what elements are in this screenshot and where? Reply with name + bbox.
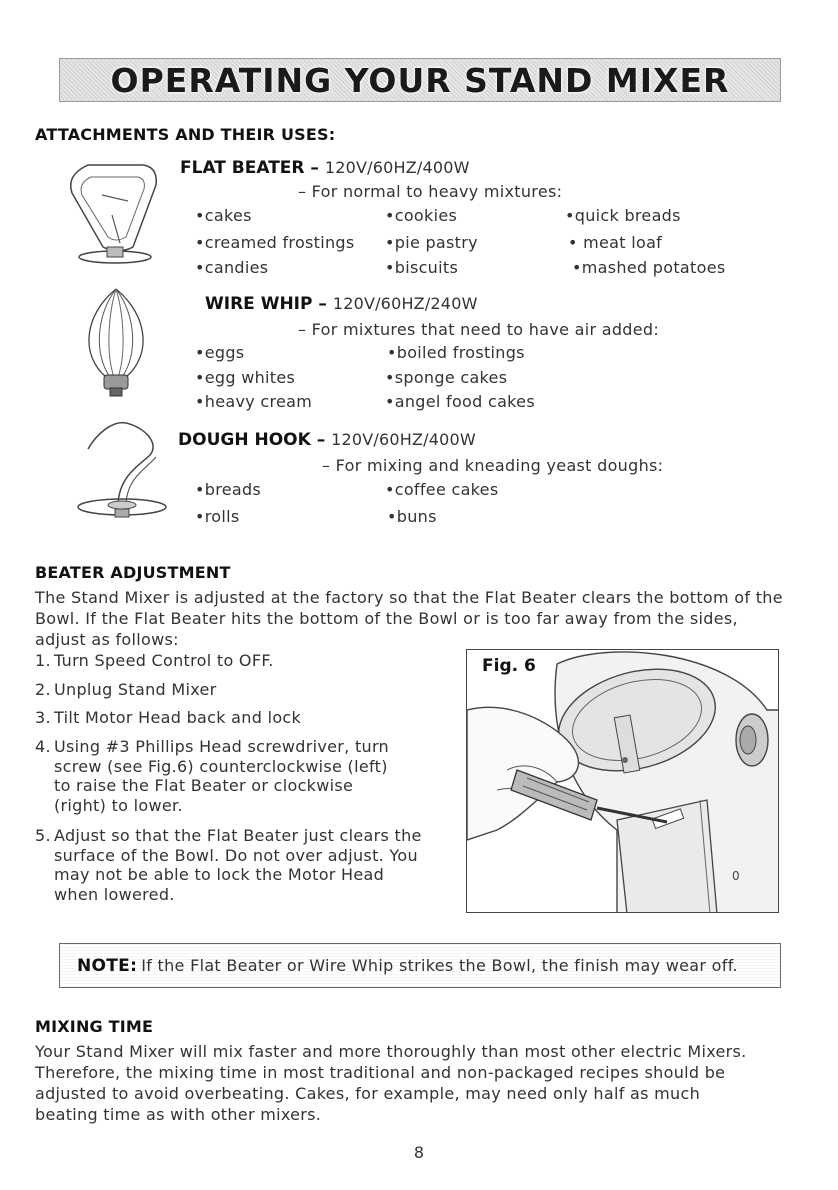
step-line: when lowered. (54, 884, 175, 904)
note-label: NOTE: (77, 955, 138, 976)
wire-whip-use: • boiled frostings (387, 343, 525, 362)
flat-beater-spec: 120V/60HZ/400W (324, 158, 470, 177)
wire-whip-use: • angel food cakes (385, 392, 535, 411)
dough-hook-use: • coffee cakes (385, 480, 498, 499)
adjustment-steps (35, 651, 455, 911)
wire-whip-description: – For mixtures that need to have air added: (298, 320, 660, 339)
attachments-heading: ATTACHMENTS AND THEIR USES: (35, 125, 336, 144)
step-line: screw (see Fig.6) counterclockwise (left) (54, 756, 388, 776)
step-number: 1. (35, 651, 51, 670)
mixing-time-line: adjusted to avoid overbeating. Cakes, for example, may need only half as much (35, 1084, 701, 1103)
step-line: to raise the Flat Beater or clockwise (54, 776, 354, 795)
flat-beater-use: • biscuits (385, 258, 458, 277)
dough-hook-heading (178, 430, 476, 450)
step-number: 4. (35, 737, 51, 756)
mixing-time-line: beating time as with other mixers. (35, 1105, 322, 1124)
note-box (59, 943, 781, 988)
wire-whip-name: WIRE WHIP – (205, 294, 327, 314)
wire-whip-use: • heavy cream (195, 392, 312, 411)
page-number: 8 (413, 1143, 425, 1162)
step-line: Turn Speed Control to OFF. (54, 651, 274, 670)
beater-adjustment-heading: BEATER ADJUSTMENT (35, 563, 231, 582)
flat-beater-use: • mashed potatoes (572, 258, 725, 277)
beater-adjustment-intro (35, 587, 805, 650)
intro-line: The Stand Mixer is adjusted at the factory so that the Flat Beater clears the bottom of the (35, 588, 783, 607)
flat-beater-use: • pie pastry (385, 233, 478, 252)
step-line: Tilt Motor Head back and lock (54, 708, 302, 727)
dough-hook-name: DOUGH HOOK – (178, 430, 326, 450)
dough-hook-use: • buns (387, 507, 437, 526)
flat-beater-use: • creamed frostings (195, 233, 355, 252)
step-line: Using #3 Phillips Head screwdriver, turn (54, 737, 389, 756)
step-number: 3. (35, 708, 51, 727)
dough-hook-illustration (60, 415, 170, 525)
dough-hook-use: • breads (195, 480, 261, 499)
step-line: Unplug Stand Mixer (54, 680, 217, 699)
intro-line: adjust as follows: (35, 630, 179, 649)
flat-beater-name: FLAT BEATER – (180, 158, 319, 178)
wire-whip-heading (205, 294, 478, 314)
wire-whip-use: • eggs (195, 343, 244, 362)
dough-hook-use: • rolls (195, 507, 240, 526)
step-line: may not be able to lock the Motor Head (54, 865, 385, 884)
mixing-time-body (35, 1041, 815, 1125)
note-text: If the Flat Beater or Wire Whip strikes the Bowl, the finish may wear off. (141, 956, 738, 975)
flat-beater-use: • meat loaf (568, 233, 662, 252)
dough-hook-description: – For mixing and kneading yeast doughs: (322, 456, 664, 475)
step-number: 2. (35, 680, 51, 699)
step-line: Adjust so that the Flat Beater just clears the (54, 826, 422, 845)
flat-beater-use: • candies (195, 258, 268, 277)
step-line: surface of the Bowl. Do not over adjust. You (54, 845, 418, 865)
flat-beater-use: • cakes (195, 206, 252, 225)
flat-beater-illustration (58, 155, 168, 275)
step-number: 5. (35, 826, 51, 845)
page-title: OPERATING YOUR STAND MIXER (110, 60, 730, 100)
title-banner (59, 58, 781, 102)
figure-6 (466, 649, 779, 913)
mixing-time-line: Your Stand Mixer will mix faster and more thoroughly than most other electric Mixers. (35, 1042, 747, 1061)
step-line: (right) to lower. (54, 795, 183, 815)
figure-label: Fig. 6 (482, 656, 536, 676)
dough-hook-spec: 120V/60HZ/400W (331, 430, 476, 449)
wire-whip-illustration (76, 285, 156, 400)
flat-beater-use: • quick breads (565, 206, 681, 225)
flat-beater-heading (180, 158, 470, 178)
wire-whip-spec: 120V/60HZ/240W (332, 294, 478, 313)
svg-text:0: 0 (732, 869, 740, 883)
mixing-time-heading: MIXING TIME (35, 1017, 154, 1036)
mixing-time-line: Therefore, the mixing time in most traditional and non-packaged recipes should be (35, 1063, 726, 1082)
wire-whip-use: • egg whites (195, 368, 295, 387)
intro-line: Bowl. If the Flat Beater hits the bottom of the Bowl or is too far away from the sides, (35, 609, 738, 628)
flat-beater-description: – For normal to heavy mixtures: (298, 182, 563, 201)
flat-beater-use: • cookies (385, 206, 457, 225)
mixer-adjustment-illustration (467, 650, 779, 913)
wire-whip-use: • sponge cakes (385, 368, 507, 387)
